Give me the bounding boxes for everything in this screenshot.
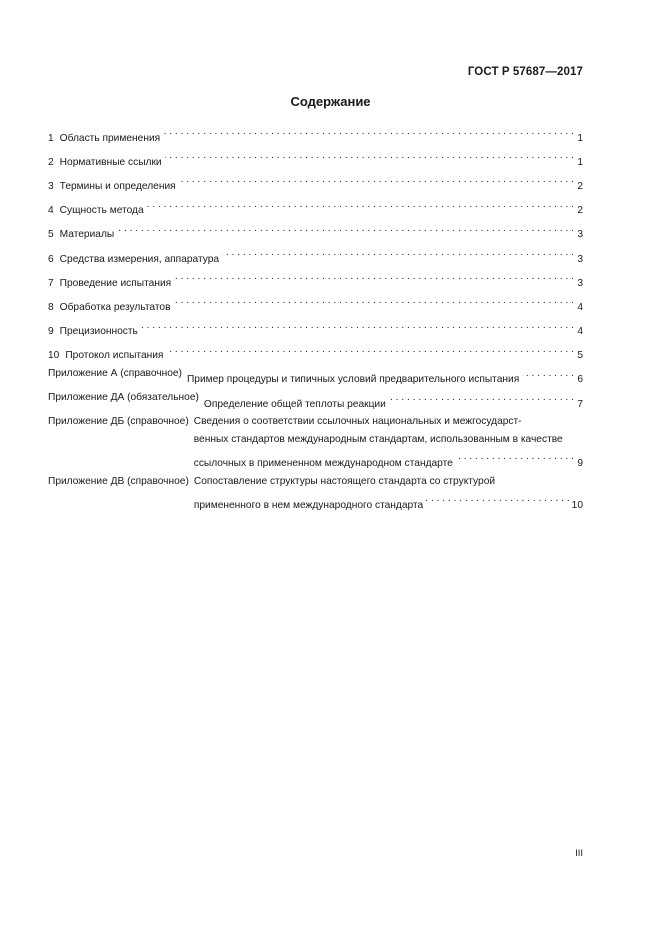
toc-entry[interactable] [48, 123, 583, 147]
toc-leader-dots [165, 147, 574, 165]
appendix-title [187, 365, 583, 389]
toc-entry-number: 5 [48, 229, 54, 241]
toc-entry-page: 7 [577, 398, 583, 410]
appendix-title-text: Определение общей теплоты реакции [203, 398, 386, 410]
toc-entry-number: 10 [48, 350, 60, 362]
appendix-title-line [187, 365, 583, 389]
toc-leader-dots [389, 389, 574, 407]
page-title: Содержание [290, 94, 371, 109]
toc-entry[interactable] [48, 317, 583, 341]
toc-entry-page: 1 [577, 156, 583, 168]
toc-entry-title: Средства измерения, аппаратура [59, 253, 220, 265]
toc-entry-title: Область применения [59, 132, 161, 144]
toc-entry-page: 2 [577, 205, 583, 217]
toc-entry-label [48, 154, 162, 172]
toc-sections [48, 123, 583, 365]
toc-entry-title: Прецизионность [59, 326, 138, 338]
toc-leader-dots [174, 292, 575, 310]
page-number: III [575, 848, 583, 859]
toc-entry-title: Сущность метода [59, 205, 144, 217]
toc-leader-dots [141, 317, 574, 335]
toc-entry-title: Проведение испытания [59, 277, 172, 289]
appendix-title [194, 473, 583, 515]
toc-leader-dots [174, 268, 574, 286]
toc-entry-title: Материалы [59, 229, 115, 241]
toc-entry-number: 9 [48, 326, 54, 338]
toc-entry-number: 3 [48, 180, 54, 192]
toc-entry[interactable] [48, 244, 583, 268]
appendix-prefix: Приложение ДБ (справочное) [48, 416, 189, 428]
appendix-title-line [204, 389, 583, 413]
toc-entry-label [48, 299, 171, 317]
appendix-title-text: примененного в нем международного стандарта [193, 499, 424, 511]
toc-entry[interactable] [48, 292, 583, 316]
document-code: ГОСТ Р 57687—2017 [467, 66, 583, 78]
toc-entry-number: 4 [48, 205, 54, 217]
toc-entry[interactable] [48, 196, 583, 220]
toc-entry[interactable] [48, 220, 583, 244]
appendix-title-line [194, 448, 583, 472]
toc-entry-page: 4 [577, 301, 583, 313]
toc-entry-page: 6 [577, 374, 583, 386]
appendix-title-line: Сведения о соответствии ссылочных национальных и межгосударст- [193, 416, 522, 428]
toc-entry-page: 2 [577, 180, 583, 192]
toc-entry-page: 9 [577, 458, 583, 470]
toc-appendix-entry[interactable] [48, 413, 583, 472]
toc-entry-number: 8 [48, 301, 54, 313]
toc-entry-page: 4 [577, 326, 583, 338]
appendix-title-line: венных стандартов международным стандартам, использованным в качестве [193, 433, 563, 445]
toc-entry-title: Нормативные ссылки [59, 156, 162, 168]
toc-appendix-entry[interactable] [48, 473, 583, 515]
toc-entry-title: Термины и определения [59, 180, 176, 192]
toc-entry-label [48, 251, 219, 269]
toc-entry-page: 5 [577, 350, 583, 362]
toc-entry-title: Обработка результатов [59, 301, 171, 313]
toc-leader-dots [179, 171, 574, 189]
toc-leader-dots [222, 244, 574, 262]
toc-leader-dots [522, 365, 574, 383]
toc-leader-dots [163, 123, 574, 141]
appendix-prefix: Приложение ДА (обязательное) [48, 392, 199, 404]
toc-entry-label [48, 347, 163, 365]
toc-entry-page: 10 [571, 499, 583, 511]
appendix-title-line [194, 490, 583, 514]
toc-entry-label [48, 226, 114, 244]
toc-entry-number: 1 [48, 132, 54, 144]
toc-appendix-entry[interactable] [48, 389, 583, 413]
toc-leader-dots [456, 448, 574, 466]
toc-entry[interactable] [48, 171, 583, 195]
appendix-title-text: Пример процедуры и типичных условий предварительного испытания [186, 374, 520, 386]
toc-entry-label [48, 275, 171, 293]
toc-leader-dots [426, 490, 569, 508]
toc-leader-dots [147, 196, 574, 214]
appendix-title [204, 389, 583, 413]
toc-entry[interactable] [48, 341, 583, 365]
toc-leader-dots [166, 341, 574, 359]
toc-entry-number: 7 [48, 277, 54, 289]
toc-entry-number: 2 [48, 156, 54, 168]
appendix-prefix: Приложение ДВ (справочное) [48, 475, 189, 487]
appendix-title-line: Сопоставление структуры настоящего стандарта со структурой [193, 475, 496, 487]
toc-appendix-entry[interactable] [48, 365, 583, 389]
toc-entry-label [48, 202, 144, 220]
appendix-prefix: Приложение А (справочное) [48, 367, 182, 379]
toc-entry-label [48, 178, 176, 196]
appendix-title [194, 413, 583, 472]
toc-entry-page: 3 [577, 277, 583, 289]
toc-entry-label [48, 130, 160, 148]
toc-entry-page: 1 [577, 132, 583, 144]
toc-entry[interactable] [48, 147, 583, 171]
toc-leader-dots [117, 220, 574, 238]
toc-entry-label [48, 323, 138, 341]
table-of-contents [48, 123, 583, 514]
toc-entry-number: 6 [48, 253, 54, 265]
toc-appendices [48, 365, 583, 515]
appendix-title-text: ссылочных в примененном международном стандарте [193, 458, 453, 470]
toc-entry[interactable] [48, 268, 583, 292]
toc-entry-page: 3 [577, 229, 583, 241]
toc-entry-title: Протокол испытания [65, 350, 164, 362]
toc-entry-page: 3 [577, 253, 583, 265]
